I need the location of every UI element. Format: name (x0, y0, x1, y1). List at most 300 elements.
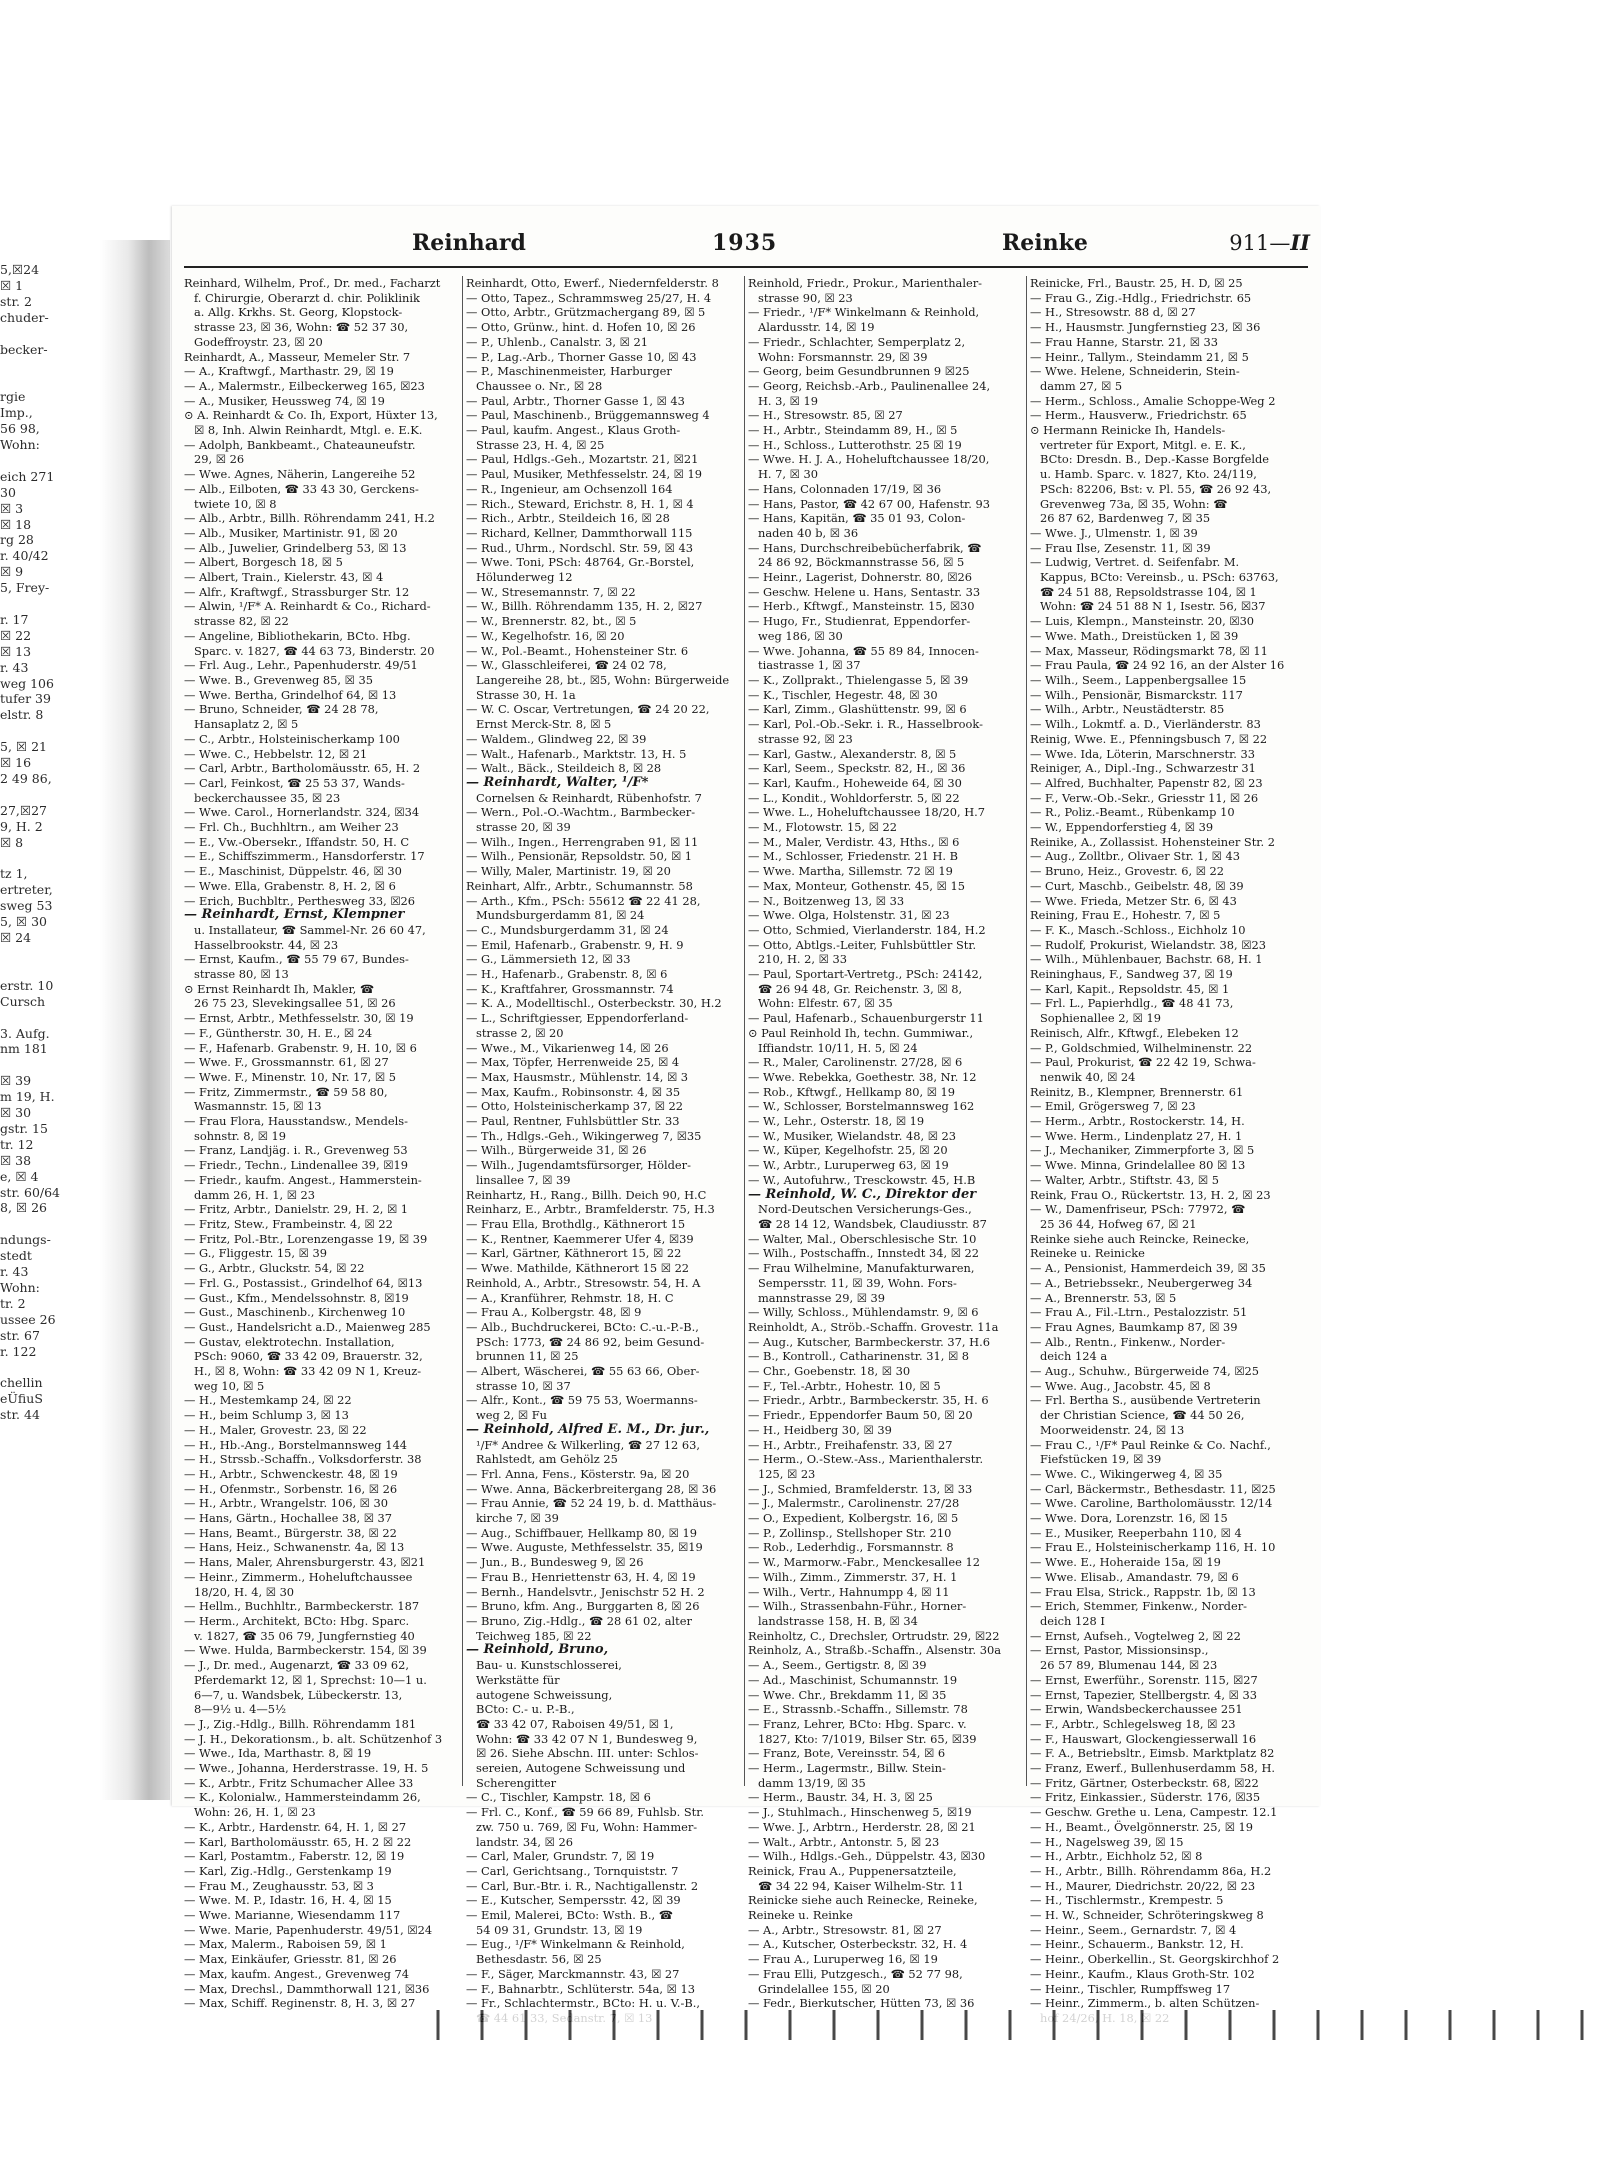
directory-entry-line: — H., Beamt., Övelgönnerstr. 25, ☒ 19 (1030, 1819, 1254, 1834)
fragment-line: str. 2 (0, 293, 32, 309)
directory-entry-line: — H., Maurer, Diedrichstr. 20/22, ☒ 23 (1030, 1878, 1256, 1893)
directory-entry-line: Cornelsen & Reinhardt, Rübenhofstr. 7 (476, 790, 702, 805)
fragment-line: tufer 39 (0, 691, 51, 707)
fragment-line: ☒ 1 (0, 277, 24, 293)
header-year: 1935 (712, 230, 778, 256)
directory-entry-line: Iffiandstr. 10/11, H. 5, ☒ 24 (758, 1040, 918, 1055)
directory-entry-line: — Wwe. Minna, Grindelallee 80 ☒ 13 (1030, 1158, 1246, 1173)
directory-entry-line: — J., Zig.-Hdlg., Billh. Röhrendamm 181 (184, 1716, 417, 1731)
directory-entry-line: — K., Arbtr., Fritz Schumacher Allee 33 (184, 1775, 414, 1790)
fragment-line: 3. Aufg. (0, 1025, 50, 1041)
directory-entry-line: — Wwe. Mathilde, Käthnerort 15 ☒ 22 (466, 1261, 690, 1276)
directory-entry-line: — Frau A., Luruperweg 16, ☒ 19 (748, 1952, 938, 1967)
directory-entry-line: — Wwe. Chr., Brekdamm 11, ☒ 35 (748, 1687, 947, 1702)
directory-entry-line: — Willy, Schloss., Mühlendamstr. 9, ☒ 6 (748, 1305, 979, 1320)
directory-entry-line: — L., Schriftgiesser, Eppendorferland- (466, 1011, 689, 1026)
directory-entry-line: — Fritz, Einkassier., Süderstr. 176, ☒35 (1030, 1790, 1261, 1805)
column-4 (1030, 276, 1304, 2011)
directory-entry-line: — Rich., Arbtr., Steildeich 16, ☒ 28 (466, 511, 670, 526)
directory-entry-line: — Walter, Mal., Oberschlesische Str. 10 (748, 1231, 977, 1246)
directory-entry-line: — Herm., Architekt, BCto: Hbg. Sparc. (184, 1613, 410, 1628)
directory-entry-line: — A., Kutscher, Osterbeckstr. 32, H. 4 (748, 1937, 968, 1952)
directory-entry-line: — P., Zollinsp., Stellshoper Str. 210 (748, 1525, 952, 1540)
directory-entry-line: — Fr., Schlachtermstr., BCto: H. u. V.-B., (466, 1996, 700, 2011)
directory-entry-line: — H., Arbtr., Eichholz 52, ☒ 8 (1030, 1849, 1203, 1864)
directory-entry-line: — J., Mechaniker, Zimmerpforte 3, ☒ 5 (1030, 1143, 1255, 1158)
directory-entry-line: — Ernst, Tapezier, Stellbergstr. 4, ☒ 33 (1030, 1687, 1257, 1702)
directory-entry-line: — Wwe. Marianne, Wiesendamm 117 (184, 1908, 401, 1923)
directory-entry-line: — Gust., Handelsricht a.D., Maienweg 285 (184, 1319, 431, 1334)
directory-entry-line: Reinhardt, A., Masseur, Memeler Str. 7 (184, 349, 411, 364)
directory-entry-line: mannstrasse 29, ☒ 39 (758, 1290, 886, 1305)
directory-entry-line: — Reinhold, Alfred E. M., Dr. jur., (466, 1421, 710, 1437)
directory-entry-line: Grindelallee 155, ☒ 20 (758, 1981, 890, 1996)
directory-entry-line: — Wwe. Bertha, Grindelhof 64, ☒ 13 (184, 687, 397, 702)
directory-entry-line: ☒ 26. Siehe Abschn. III. unter: Schlos- (476, 1746, 699, 1761)
directory-entry-line: — Wilh., Vertr., Hahnumpp 4, ☒ 11 (748, 1584, 950, 1599)
directory-entry-line: autogene Schweissung, (476, 1687, 613, 1702)
directory-entry-line: — Karl, Pol.-Ob.-Sekr. i. R., Hasselbrook- (748, 717, 983, 732)
fragment-line: chuder- (0, 309, 49, 325)
fragment-line: 30 (0, 484, 16, 500)
directory-entry-line: — Paul, Hafenarb., Schauenburgerstr 11 (748, 1011, 984, 1026)
directory-entry-line: — Wilh., Zimm., Zimmerstr. 37, H. 1 (748, 1569, 958, 1584)
book-binding (100, 240, 170, 1800)
directory-entry-line: 125, ☒ 23 (758, 1466, 816, 1481)
fragment-line: m 19, H. (0, 1089, 55, 1105)
column-3 (748, 276, 1022, 2011)
directory-entry-line: f. Chirurgie, Oberarzt d. chir. Poliklinik (194, 290, 420, 305)
directory-entry-line: — Herm., O.-Stew.-Ass., Marienthalerstr. (748, 1452, 984, 1467)
directory-entry-line: Reinhardt, Otto, Ewerf., Niedernfelderstr. 8 (466, 276, 719, 290)
directory-entry-line: 8—9½ u. 4—5½ (194, 1702, 287, 1717)
directory-entry-line: — W., Glasschleiferei, ☎ 24 02 78, (466, 658, 667, 673)
directory-entry-line: — W., Autofuhrw., Tresckowstr. 45, H.B (748, 1172, 976, 1187)
directory-entry-line: Reinhold, A., Arbtr., Stresowstr. 54, H. A (466, 1275, 701, 1290)
directory-entry-line: — J., Malermstr., Carolinenstr. 27/28 (748, 1496, 960, 1511)
directory-entry-line: Reining, Frau E., Hohestr. 7, ☒ 5 (1030, 908, 1221, 923)
directory-entry-line: PSch: 82206, Bst: v. Pl. 55, ☎ 26 92 43, (1040, 481, 1272, 496)
directory-entry-line: — K. A., Modelltischl., Osterbeckstr. 30, H.2 (466, 996, 722, 1011)
directory-entry-line: landstrasse 158, H. B, ☒ 34 (758, 1613, 918, 1628)
directory-entry-line: — Reinhold, W. C., Direktor der (748, 1186, 977, 1202)
directory-entry-line: — Karl, Kaufm., Hoheweide 64, ☒ 30 (748, 775, 962, 790)
directory-entry-line: — Aug., Schiffbauer, Hellkamp 80, ☒ 19 (466, 1525, 698, 1540)
directory-entry-line: Hasselbrookstr. 44, ☒ 23 (194, 937, 339, 952)
directory-entry-line: — E., Musiker, Reeperbahn 110, ☒ 4 (1030, 1525, 1242, 1540)
directory-entry-line: — Alb., Eilboten, ☎ 33 43 30, Gerckens- (184, 481, 419, 496)
directory-entry-line: — Erich, Buchbltr., Perthesweg 33, ☒26 (184, 893, 416, 908)
directory-entry-line: — Wwe., M., Vikarienweg 14, ☒ 26 (466, 1040, 669, 1055)
directory-entry-line: — Rich., Steward, Erichstr. 8, H. 1, ☒ 4 (466, 496, 694, 511)
fragment-line: tr. 2 (0, 1295, 26, 1311)
directory-entry-line: deich 128 I (1040, 1613, 1105, 1628)
directory-entry-line: — Rob., Kftwgf., Hellkamp 80, ☒ 19 (748, 1084, 956, 1099)
directory-entry-line: — R., Maler, Carolinenstr. 27/28, ☒ 6 (748, 1055, 963, 1070)
directory-entry-line: — M., Flotowstr. 15, ☒ 22 (748, 820, 898, 835)
directory-entry-line: Langereihe 28, bt., ☒5, Wohn: Bürgerweide (476, 672, 730, 687)
directory-entry-line: — Georg, beim Gesundbrunnen 9 ☒25 (748, 364, 970, 379)
directory-entry-line: — Wwe. H. J. A., Hoheluftchaussee 18/20, (748, 452, 990, 467)
directory-entry-line: 54 09 31, Grundstr. 13, ☒ 19 (476, 1922, 643, 1937)
directory-entry-line: — Heinr., Tischler, Rumpffsweg 17 (1030, 1981, 1231, 1996)
directory-entry-line: weg 2, ☒ Fu (476, 1408, 547, 1423)
directory-entry-line: BCto: C.- u. P.-B., (476, 1702, 575, 1717)
directory-entry-line: — Heinr., Tallym., Steindamm 21, ☒ 5 (1030, 349, 1249, 364)
directory-entry-line: — Carl, Arbtr., Bartholomäusstr. 65, H. 2 (184, 761, 421, 776)
directory-entry-line: — Bruno, Schneider, ☎ 24 28 78, (184, 702, 379, 717)
directory-entry-line: damm 13/19, ☒ 35 (758, 1775, 866, 1790)
directory-entry-line: strasse 20, ☒ 39 (476, 820, 571, 835)
directory-entry-line: Ernst Merck-Str. 8, ☒ 5 (476, 717, 612, 732)
directory-entry-line: — Frl. Aug., Lehr., Papenhuderstr. 49/51 (184, 658, 418, 673)
directory-entry-line: — K., Kolonialw., Hammersteindamm 26, (184, 1790, 421, 1805)
directory-entry-line: — Geschw. Helene u. Hans, Sentastr. 33 (748, 584, 981, 599)
directory-entry-line: — F., Arbtr., Schlegelsweg 18, ☒ 23 (1030, 1716, 1236, 1731)
directory-entry-line: — J., Dr. med., Augenarzt, ☎ 33 09 62, (184, 1658, 409, 1673)
directory-entry-line: — L., Kondit., Wohldorferstr. 5, ☒ 22 (748, 790, 960, 805)
directory-entry-line: — Heinr., Oberkellin., St. Georgskirchhof 2 (1030, 1952, 1280, 1967)
directory-entry-line: — Wwe. Hulda, Barmbeckerstr. 154, ☒ 39 (184, 1643, 427, 1658)
directory-entry-line: — Bruno, Zig.-Hdlg., ☎ 28 61 02, alter (466, 1613, 692, 1628)
fragment-line: r. 17 (0, 611, 29, 627)
directory-entry-line: — Aug., Schuhw., Bürgerweide 74, ☒25 (1030, 1364, 1260, 1379)
directory-entry-line: — Alwin, ¹/F* A. Reinhardt & Co., Richard- (184, 599, 431, 614)
directory-entry-line: — Chr., Goebenstr. 18, ☒ 30 (748, 1364, 911, 1379)
directory-entry-line: — Wwe. Helene, Schneiderin, Stein- (1030, 364, 1240, 379)
directory-entry-line: — Frau A., Fil.-Ltrn., Pestalozzistr. 51 (1030, 1305, 1248, 1320)
directory-entry-line: — Walt., Arbtr., Antonstr. 5, ☒ 23 (748, 1834, 940, 1849)
directory-entry-line: — Reinhardt, Ernst, Klempner (184, 907, 405, 923)
directory-entry-line: — Emil, Grögersweg 7, ☒ 23 (1030, 1099, 1196, 1114)
directory-entry-line: — Wwe. Martha, Sillemstr. 72 ☒ 19 (748, 864, 953, 879)
fragment-line: ussee 26 (0, 1311, 56, 1327)
directory-columns (184, 276, 1308, 2011)
directory-entry-line: twiete 10, ☒ 8 (194, 496, 277, 511)
directory-entry-line: — Wwe. J., Arbtrn., Herderstr. 28, ☒ 21 (748, 1819, 976, 1834)
directory-entry-line: — Heinr., Kaufm., Klaus Groth-Str. 102 (1030, 1966, 1255, 1981)
fragment-line: ☒ 8 (0, 834, 24, 850)
directory-entry-line: — Karl, Gärtner, Käthnerort 15, ☒ 22 (466, 1246, 682, 1261)
fragment-line: ☒ 18 (0, 516, 32, 532)
fragment-line: ☒ 22 (0, 627, 32, 643)
directory-entry-line: — Bruno, Heiz., Grovestr. 6, ☒ 22 (1030, 864, 1225, 879)
directory-entry-line: — Frau Wilhelmine, Manufakturwaren, (748, 1261, 975, 1276)
directory-entry-line: — W., Kegelhofstr. 16, ☒ 20 (466, 628, 625, 643)
directory-entry-line: — F., Säger, Marckmannstr. 43, ☒ 27 (466, 1966, 680, 1981)
directory-entry-line: — Frl. Anna, Fens., Kösterstr. 9a, ☒ 20 (466, 1466, 690, 1481)
directory-entry-line: — Rudolf, Prokurist, Wielandstr. 38, ☒23 (1030, 937, 1266, 952)
directory-entry-line: Reinhold, Friedr., Prokur., Marienthaler- (748, 276, 983, 290)
directory-entry-line: — Wilh., Seem., Lappenbergsallee 15 (1030, 672, 1247, 687)
directory-entry-line: — W., Schlosser, Borstelmannsweg 162 (748, 1099, 975, 1114)
fragment-line: tr. 12 (0, 1136, 34, 1152)
directory-entry-line: — Paul, Arbtr., Thorner Gasse 1, ☒ 43 (466, 393, 685, 408)
fragment-line: 5, ☒ 21 (0, 739, 47, 755)
fragment-line: sweg 53 (0, 898, 53, 914)
directory-entry-line: — Otto, Tapez., Schrammsweg 25/27, H. 4 (466, 290, 712, 305)
directory-entry-line: — Paul, kaufm. Angest., Klaus Groth- (466, 423, 681, 438)
directory-entry-line: landstr. 34, ☒ 26 (476, 1834, 573, 1849)
directory-entry-line: Alardusstr. 14, ☒ 19 (758, 320, 875, 335)
directory-entry-line: — F., Verw.-Ob.-Sekr., Griesstr 11, ☒ 26 (1030, 790, 1259, 805)
directory-entry-line: — Wilh., Arbtr., Neustädterstr. 85 (1030, 702, 1225, 717)
directory-entry-line: — J., Schmied, Bramfelderstr. 13, ☒ 33 (748, 1481, 973, 1496)
directory-entry-line: — Heinr., Zimmerm., Hoheluftchaussee (184, 1569, 413, 1584)
directory-entry-line: — Reinhardt, Walter, ¹/F* (466, 774, 649, 790)
directory-entry-line: — W., Pol.-Beamt., Hohensteiner Str. 6 (466, 643, 689, 658)
directory-entry-line: — Arth., Kfm., PSch: 55612 ☎ 22 41 28, (466, 893, 701, 908)
directory-entry-line: — F. K., Masch.-Schloss., Eichholz 10 (1030, 922, 1246, 937)
directory-entry-line: — Hans, Colonnaden 17/19, ☒ 36 (748, 481, 942, 496)
fragment-line: e, ☒ 4 (0, 1168, 39, 1184)
directory-entry-line: — Wilh., Ingen., Herrengraben 91, ☒ 11 (466, 834, 699, 849)
directory-entry-line: — Wwe. J., Ulmenstr. 1, ☒ 39 (1030, 525, 1198, 540)
directory-entry-line: Reineke u. Reinke (748, 1908, 853, 1923)
directory-entry-line: — M., Schlosser, Friedenstr. 21 H. B (748, 849, 959, 864)
directory-entry-line: — Franz, Bote, Vereinsstr. 54, ☒ 6 (748, 1746, 946, 1761)
fragment-line: 8, ☒ 26 (0, 1200, 47, 1216)
directory-entry-line: — M., Maler, Verdistr. 43, Hths., ☒ 6 (748, 834, 960, 849)
directory-entry-line: — Frl. C., Konf., ☎ 59 66 89, Fuhlsb. Str. (466, 1805, 705, 1820)
directory-entry-line: Reinick, Frau A., Puppenersatzteile, (748, 1863, 957, 1878)
column-divider (744, 276, 745, 1786)
fragment-line: Cursch (0, 993, 46, 1009)
directory-entry-line: — Max, Schiff. Reginenstr. 8, H. 3, ☒ 27 (184, 1996, 416, 2011)
directory-entry-line: ☎ 28 14 12, Wandsbek, Claudiusstr. 87 (758, 1217, 987, 1231)
directory-entry-line: — Rob., Lederhdig., Forsmannstr. 8 (748, 1540, 954, 1555)
directory-entry-line: — H., Heidberg 30, ☒ 39 (748, 1422, 892, 1437)
directory-entry-line: — Waldem., Glindweg 22, ☒ 39 (466, 731, 647, 746)
directory-entry-line: Reinholdt, A., Ströb.-Schaffn. Grovestr. 11a (748, 1319, 999, 1334)
directory-entry-line: Strasse 23, H. 4, ☒ 25 (476, 437, 605, 452)
directory-entry-line: ☎ 33 42 07, Raboisen 49/51, ☒ 1, (476, 1716, 674, 1731)
directory-entry-line: — Wwe. C., Wikingerweg 4, ☒ 35 (1030, 1466, 1223, 1481)
directory-entry-line: Reinhartz, H., Rang., Billh. Deich 90, H.C (466, 1187, 707, 1202)
directory-entry-line: — G., Lämmersieth 12, ☒ 33 (466, 952, 631, 967)
directory-entry-line: — Erwin, Wandsbeckerchaussee 251 (1030, 1702, 1243, 1717)
fragment-line: 5,☒24 (0, 262, 40, 277)
directory-entry-line: — E., Maschinist, Düppelstr. 46, ☒ 30 (184, 864, 402, 879)
directory-entry-line: — Fritz, Zimmermstr., ☎ 59 58 80, (184, 1084, 388, 1099)
directory-entry-line: u. Installateur, ☎ Sammel-Nr. 26 60 47, (194, 922, 426, 937)
directory-entry-line: linsallee 7, ☒ 39 (476, 1172, 571, 1187)
directory-entry-line: — Herm., Hausverw., Friedrichstr. 65 (1030, 408, 1247, 423)
directory-entry-line: brunnen 11, ☒ 25 (476, 1349, 579, 1364)
directory-entry-line: — Fedr., Bierkutscher, Hütten 73, ☒ 36 (748, 1996, 975, 2011)
directory-entry-line: — H. W., Schneider, Schröteringskweg 8 (1030, 1908, 1264, 1923)
directory-entry-line: — F., Hauswart, Glockengiesserwall 16 (1030, 1731, 1257, 1746)
directory-entry-line: — Georg, Reichsb.-Arb., Paulinenallee 24, (748, 378, 991, 393)
directory-entry-line: — Karl, Zig.-Hdlg., Gerstenkamp 19 (184, 1863, 392, 1878)
directory-entry-line: Fiefstücken 19, ☒ 39 (1040, 1452, 1162, 1467)
directory-entry-line: — Frau M., Zeughausstr. 53, ☒ 3 (184, 1878, 374, 1893)
directory-entry-line: — W., Lehr., Osterstr. 18, ☒ 19 (748, 1114, 925, 1129)
directory-entry-line: ⊙ Paul Reinhold Ih, techn. Gummiwar., (748, 1025, 974, 1040)
directory-entry-line: — W., Arbtr., Luruperweg 63, ☒ 19 (748, 1158, 949, 1173)
directory-entry-line: sohnstr. 8, ☒ 19 (194, 1128, 287, 1143)
directory-entry-line: Grevenweg 73a, ☒ 35, Wohn: ☎ (1040, 496, 1228, 511)
directory-entry-line: — Wwe., Johanna, Herderstrasse. 19, H. 5 (184, 1761, 429, 1776)
scan-edge-mask (0, 2010, 1600, 2040)
fragment-line: ☒ 13 (0, 643, 32, 659)
directory-entry-line: — Wwe. Frieda, Metzer Str. 6, ☒ 43 (1030, 893, 1237, 908)
directory-entry-line: BCto: Dresdn. B., Dep.-Kasse Borgfelde (1040, 452, 1270, 467)
directory-entry-line: — Max, Masseur, Rödingsmarkt 78, ☒ 11 (1030, 643, 1268, 658)
directory-entry-line: Kappus, BCto: Vereinsb., u. PSch: 63763, (1040, 570, 1279, 585)
fragment-line: ndungs- (0, 1232, 51, 1248)
directory-entry-line: 26 75 23, Slevekingsallee 51, ☒ 26 (194, 996, 396, 1011)
directory-entry-line: — Wilh., Pensionär, Bismarckstr. 117 (1030, 687, 1243, 702)
fragment-line: ☒ 39 (0, 1073, 32, 1089)
directory-entry-line: — H., Nagelsweg 39, ☒ 15 (1030, 1834, 1184, 1849)
directory-entry-line: — Richard, Kellner, Dammthorwall 115 (466, 525, 693, 540)
directory-entry-line: — Otto, Grünw., hint. d. Hofen 10, ☒ 26 (466, 320, 696, 335)
directory-entry-line: — H., Schloss., Lutterothstr. 25 ☒ 19 (748, 437, 962, 452)
directory-entry-line: — Otto, Holsteinischerkamp 37, ☒ 22 (466, 1099, 684, 1114)
directory-entry-line: — Friedr., Schlachter, Semperplatz 2, (748, 334, 966, 349)
fragment-line: tz 1, (0, 866, 28, 882)
directory-entry-line: — Wilh., Postschaffn., Innstedt 34, ☒ 22 (748, 1246, 980, 1261)
directory-entry-line: — Paul, Sportart-Vertretg., PSch: 24142, (748, 967, 983, 982)
directory-entry-line: Reinitz, B., Klempner, Brennerstr. 61 (1030, 1084, 1244, 1099)
directory-entry-line: — J. H., Dekorationsm., b. alt. Schützenhof 3 (184, 1731, 443, 1746)
directory-entry-line: — Hans, Gärtn., Hochallee 38, ☒ 37 (184, 1511, 393, 1526)
directory-entry-line: — H., Tischlermstr., Krempestr. 5 (1030, 1893, 1224, 1908)
directory-entry-line: — Bernh., Handelsvtr., Jenischstr 52 H. 2 (466, 1584, 705, 1599)
fragment-line: 5, Frey- (0, 580, 50, 596)
directory-entry-line: — Carl, Gerichtsang., Tornquiststr. 7 (466, 1863, 679, 1878)
directory-entry-line: — H., Strssb.-Schaffn., Volksdorferstr. 38 (184, 1452, 422, 1467)
directory-entry-line: — Wwe. Ella, Grabenstr. 8, H. 2, ☒ 6 (184, 878, 396, 893)
directory-entry-line: — F., Hafenarb. Grabenstr. 9, H. 10, ☒ 6 (184, 1040, 417, 1055)
directory-entry-line: — Alfred, Buchhalter, Papenstr 82, ☒ 23 (1030, 775, 1263, 790)
directory-entry-line: — Frau E., Holsteinischerkamp 116, H. 10 (1030, 1540, 1276, 1555)
directory-entry-line: — Hans, Pastor, ☎ 42 67 00, Hafenstr. 93 (748, 496, 990, 511)
directory-entry-line: Hansaplatz 2, ☒ 5 (194, 717, 299, 732)
directory-entry-line: — Herm., Lagermstr., Billw. Stein- (748, 1761, 946, 1776)
directory-entry-line: Reinholtz, C., Drechsler, Ortrudstr. 29, ☒22 (748, 1628, 1000, 1643)
directory-entry-line: — Paul, Prokurist, ☎ 22 42 19, Schwa- (1030, 1055, 1256, 1070)
directory-entry-line: — Eug., ¹/F* Winkelmann & Reinhold, (466, 1937, 685, 1952)
directory-entry-line: 210, H. 2, ☒ 33 (758, 952, 847, 967)
directory-entry-line: — Wilh., Jugendamtsfürsorger, Hölder- (466, 1158, 691, 1173)
directory-entry-line: — Geschw. Grethe u. Lena, Campestr. 12.1 (1030, 1805, 1278, 1820)
directory-entry-line: — Hugo, Fr., Studienrat, Eppendorfer- (748, 614, 971, 629)
directory-entry-line: — Otto, Abtlgs.-Leiter, Fuhlsbüttler Str. (748, 937, 977, 952)
directory-entry-line: ☎ 24 51 88, Repsoldstrasse 104, ☒ 1 (1040, 584, 1257, 599)
directory-entry-line: — Ad., Maschinist, Schumannstr. 19 (748, 1672, 958, 1687)
directory-entry-line: Mundsburgerdamm 81, ☒ 24 (476, 908, 645, 923)
directory-entry-line: — Bruno, kfm. Ang., Burggarten 8, ☒ 26 (466, 1599, 700, 1614)
directory-entry-line: — Fritz, Stew., Frambeinstr. 4, ☒ 22 (184, 1217, 393, 1231)
directory-entry-line: — Friedr., kaufm. Angest., Hammerstein- (184, 1172, 422, 1187)
directory-entry-line: weg 186, ☒ 30 (758, 628, 843, 643)
directory-entry-line: PSch: 1773, ☎ 24 86 92, beim Gesund- (476, 1334, 705, 1349)
directory-entry-line: Reinig, Wwe. E., Pfenningsbusch 7, ☒ 22 (1030, 731, 1268, 746)
fragment-line: stedt (0, 1248, 32, 1264)
directory-entry-line: — P., Maschinenmeister, Harburger (466, 364, 672, 379)
fragment-line: r. 122 (0, 1343, 37, 1359)
directory-entry-line: — Reinhold, Bruno, (466, 1642, 609, 1658)
directory-entry-line: — Friedr., ¹/F* Winkelmann & Reinhold, (748, 305, 980, 320)
fragment-line: Wohn: (0, 1280, 40, 1295)
directory-entry-line: — Max, Töpfer, Herrenweide 25, ☒ 4 (466, 1055, 680, 1070)
directory-entry-line: H. 7, ☒ 30 (758, 467, 818, 482)
directory-entry-line: — Wwe. Ida, Löterin, Marschnerstr. 33 (1030, 746, 1256, 761)
directory-entry-line: — Alb., Rentn., Finkenw., Norder- (1030, 1334, 1226, 1349)
directory-entry-line: — Carl, Bäckermstr., Bethesdastr. 11, ☒25 (1030, 1481, 1276, 1496)
directory-entry-line: — E., Kutscher, Sempersstr. 42, ☒ 39 (466, 1893, 681, 1908)
directory-entry-line: naden 40 b, ☒ 36 (758, 525, 859, 540)
directory-entry-line: — Wern., Pol.-O.-Wachtm., Barmbecker- (466, 805, 696, 820)
directory-entry-line: Reinke siehe auch Reincke, Reinecke, (1030, 1231, 1250, 1246)
directory-entry-line: — F., Güntherstr. 30, H. E., ☒ 24 (184, 1025, 373, 1040)
directory-entry-line: Scherengitter (476, 1775, 557, 1790)
directory-entry-line: — Wwe. Aug., Jacobstr. 45, ☒ 8 (1030, 1378, 1211, 1393)
directory-entry-line: — Karl, Kapit., Repsoldstr. 45, ☒ 1 (1030, 981, 1230, 996)
directory-entry-line: — Wwe. F., Minenstr. 10, Nr. 17, ☒ 5 (184, 1069, 396, 1084)
directory-entry-line: — Hans, Beamt., Bürgerstr. 38, ☒ 22 (184, 1525, 397, 1540)
directory-entry-line: — A., Kraftwgf., Marthastr. 29, ☒ 19 (184, 364, 394, 379)
directory-entry-line: — Frau B., Henriettenstr 63, H. 4, ☒ 19 (466, 1569, 696, 1584)
directory-entry-line: — Emil, Malerei, BCto: Wsth. B., ☎ (466, 1908, 673, 1923)
directory-entry-line: — Ludwig, Vertret. d. Seifenfabr. M. (1030, 555, 1240, 570)
directory-entry-line: — Willy, Maler, Martinistr. 19, ☒ 20 (466, 864, 671, 879)
fragment-line: r. 43 (0, 1264, 29, 1280)
directory-entry-line: vertreter für Export, Mitgl. e. E. K., (1040, 437, 1246, 452)
directory-entry-line: — Wwe. Agnes, Näherin, Langereihe 52 (184, 467, 416, 482)
directory-entry-line: — Paul, Rentner, Fuhlsbüttler Str. 33 (466, 1114, 680, 1129)
directory-entry-line: — H., Arbtr., Schwenckestr. 48, ☒ 19 (184, 1466, 398, 1481)
directory-entry-line: Nord-Deutschen Versicherungs-Ges., (758, 1202, 972, 1217)
directory-entry-line: — Frau Agnes, Baumkamp 87, ☒ 39 (1030, 1319, 1238, 1334)
directory-entry-line: — Herb., Kftwgf., Mansteinstr. 15, ☒30 (748, 599, 975, 614)
fragment-line: erstr. 10 (0, 977, 54, 993)
directory-entry-line: 29, ☒ 26 (194, 452, 245, 467)
directory-entry-line: — H., Arbtr., Billh. Röhrendamm 86a, H.2 (1030, 1863, 1272, 1878)
directory-entry-line: — Ernst, Ewerführ., Sorenstr. 115, ☒27 (1030, 1672, 1258, 1687)
directory-entry-line: Wasmannstr. 15, ☒ 13 (194, 1099, 322, 1114)
directory-entry-line: Reinholz, A., Straßb.-Schaffn., Alsenstr. 30a (748, 1643, 1001, 1658)
directory-entry-line: — Frau G., Zig.-Hdlg., Friedrichstr. 65 (1030, 290, 1252, 305)
directory-entry-line: — Frau C., ¹/F* Paul Reinke & Co. Nachf., (1030, 1437, 1271, 1452)
fragment-line: str. 67 (0, 1327, 40, 1343)
directory-entry-line: — Walt., Hafenarb., Marktstr. 13, H. 5 (466, 746, 687, 761)
directory-entry-line: — Max, Hausmstr., Mühlenstr. 14, ☒ 3 (466, 1069, 689, 1084)
directory-entry-line: — Karl, Bartholomäusstr. 65, H. 2 ☒ 22 (184, 1834, 412, 1849)
fragment-line: elstr. 8 (0, 707, 44, 723)
directory-entry-line: — W., Billh. Röhrendamm 135, H. 2, ☒27 (466, 599, 703, 614)
directory-entry-line: — Alb., Juwelier, Grindelberg 53, ☒ 13 (184, 540, 407, 555)
directory-entry-line: — Walt., Bäck., Steildeich 8, ☒ 28 (466, 761, 662, 776)
directory-entry-line: PSch: 9060, ☎ 33 42 09, Brauerstr. 32, (194, 1349, 423, 1364)
header-first-name: Reinhard (412, 230, 526, 256)
directory-entry-line: — R., Poliz.-Beamt., Rübenkamp 10 (1030, 805, 1235, 820)
directory-entry-line: — Frl. Bertha S., ausübende Vertreterin (1030, 1393, 1261, 1408)
directory-entry-line: — Wwe. Caroline, Bartholomäusstr. 12/14 (1030, 1496, 1273, 1511)
directory-entry-line: — Hellm., Buchhltr., Barmbeckerstr. 187 (184, 1599, 420, 1614)
fragment-line: str. 44 (0, 1407, 40, 1423)
directory-entry-line: tiastrasse 1, ☒ 37 (758, 658, 861, 673)
directory-entry-line: Sophienallee 2, ☒ 19 (1040, 1011, 1162, 1026)
directory-entry-line: — Alfr., Kont., ☎ 59 75 53, Woermanns- (466, 1393, 698, 1408)
directory-entry-line: Godeffroystr. 23, ☒ 20 (194, 334, 323, 349)
directory-entry-line: — K., Tischler, Hegestr. 48, ☒ 30 (748, 687, 938, 702)
fragment-line: Imp., (0, 405, 33, 421)
directory-entry-line: — A., Arbtr., Stresowstr. 81, ☒ 27 (748, 1922, 942, 1937)
directory-entry-line: u. Hamb. Sparc. v. 1827, Kto. 24/119, (1040, 467, 1257, 482)
